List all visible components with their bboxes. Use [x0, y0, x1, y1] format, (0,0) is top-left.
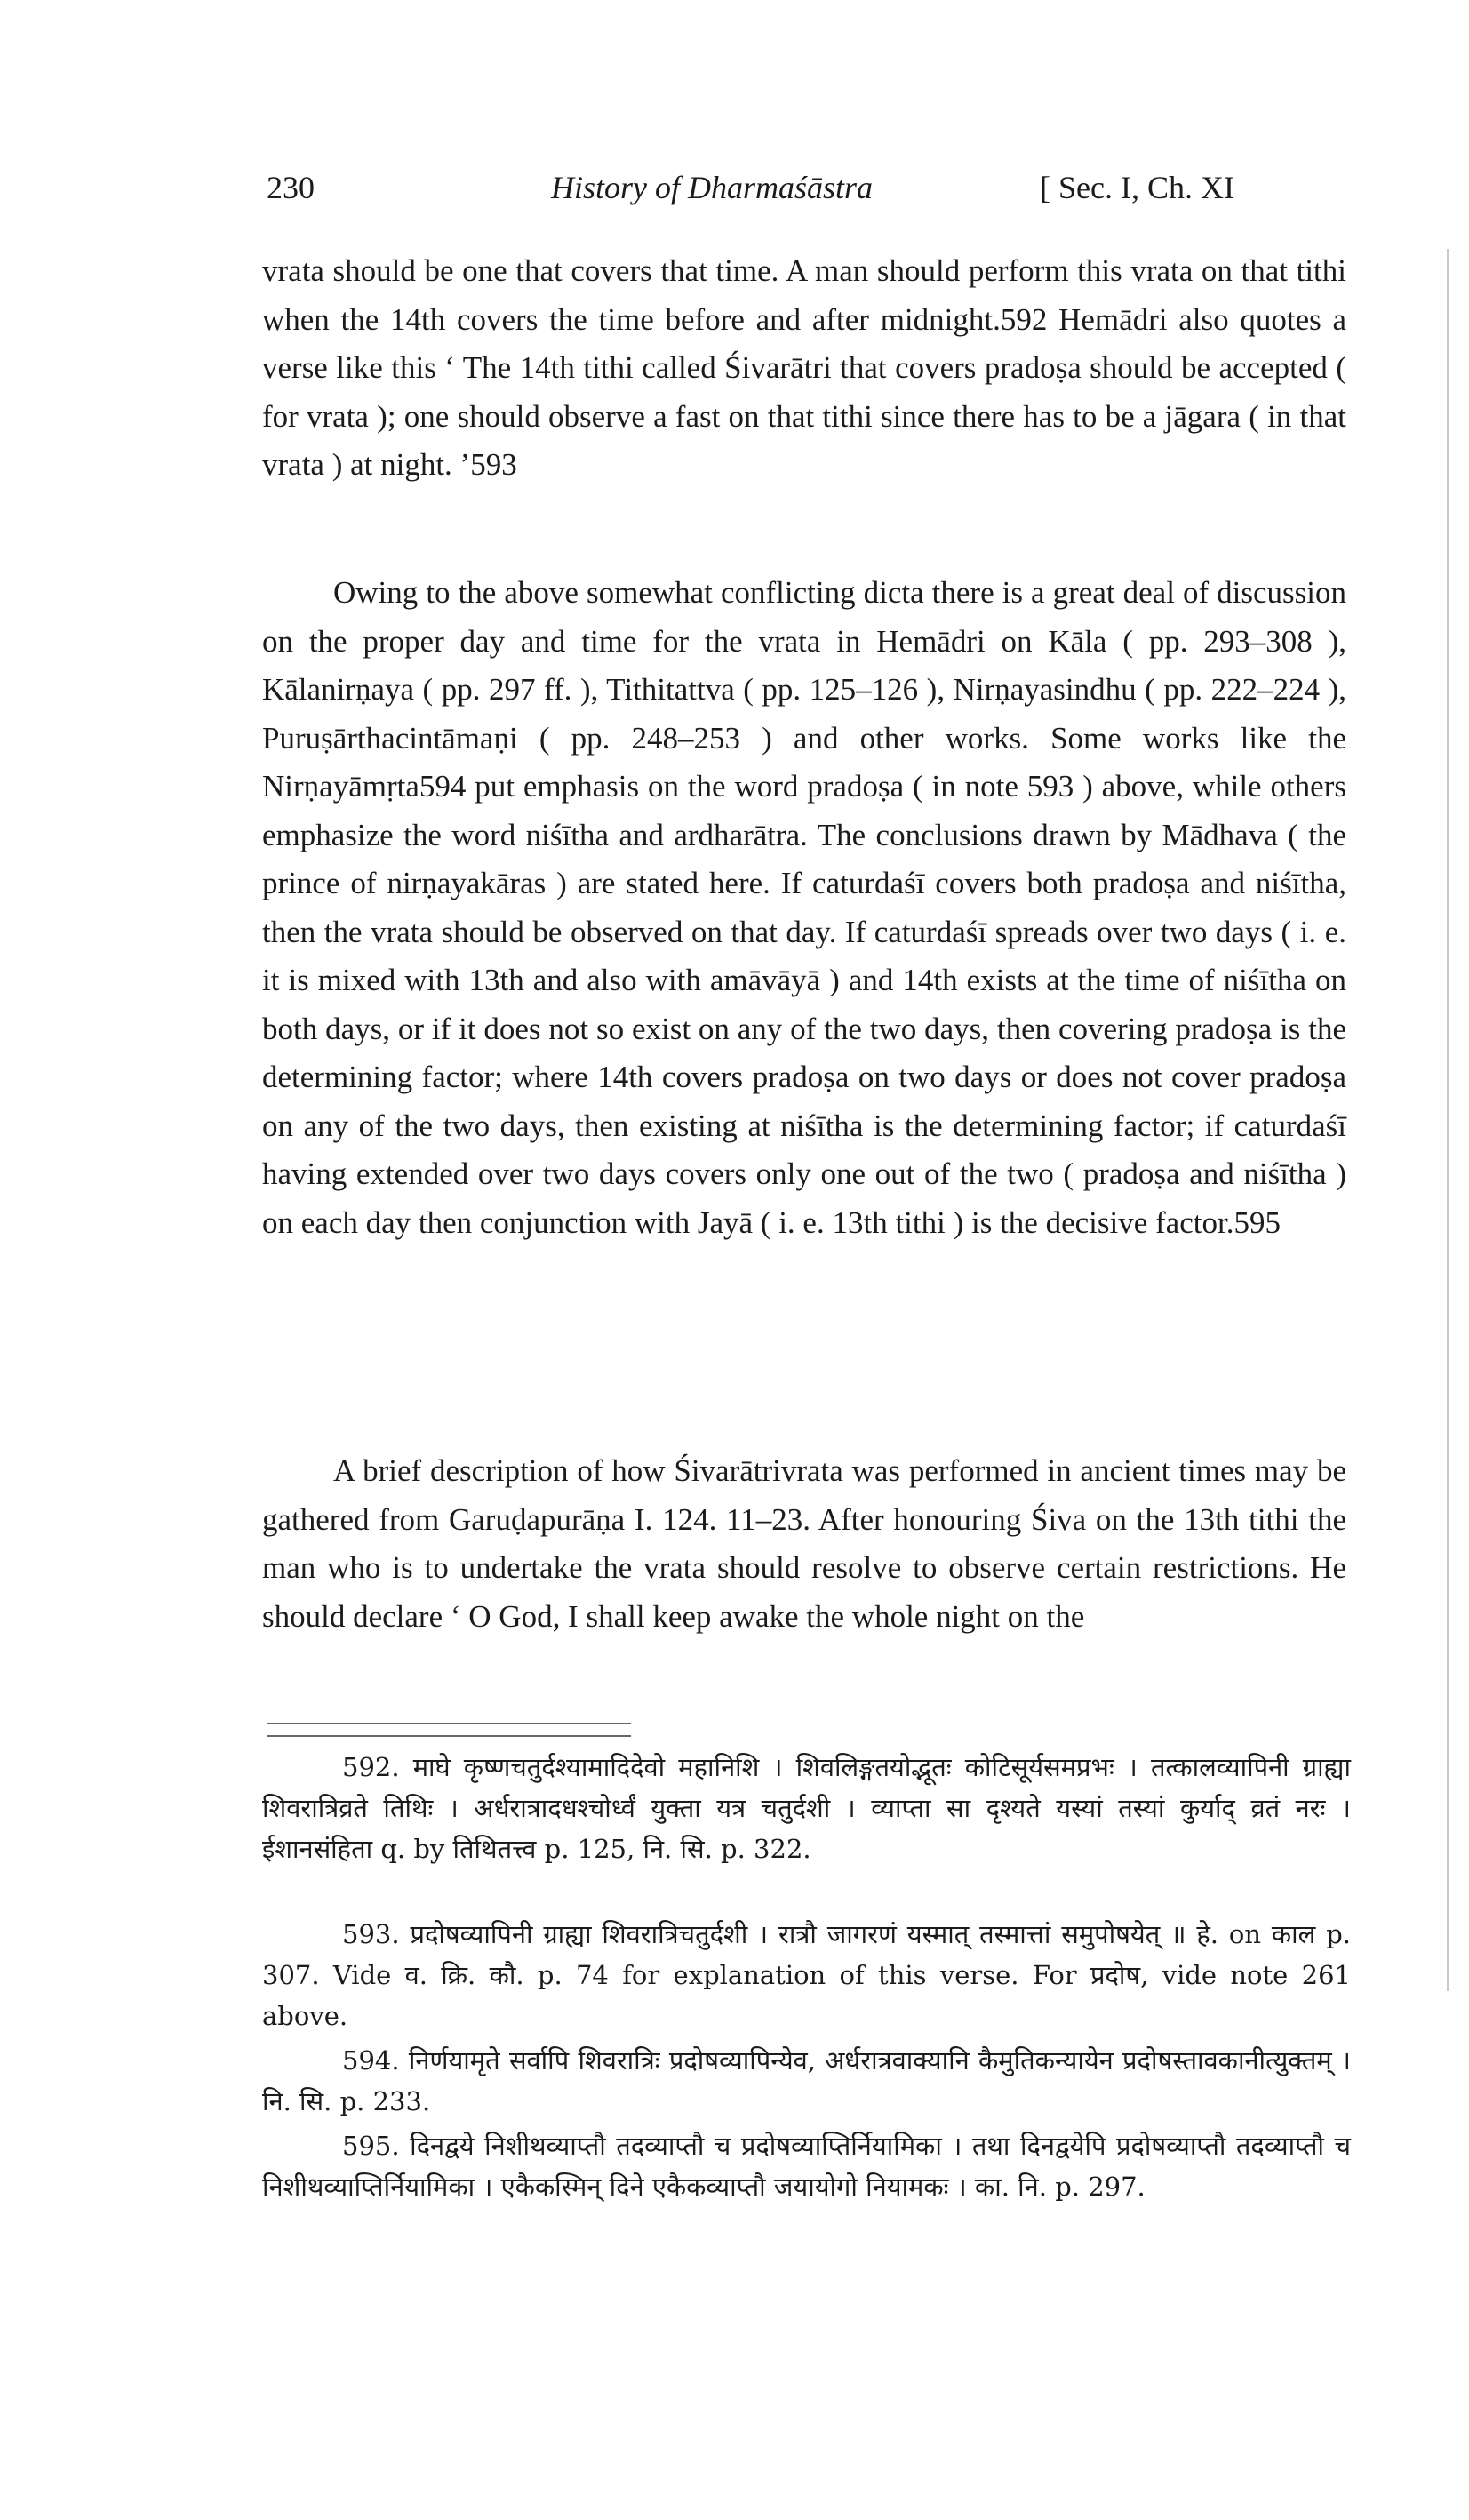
page-number: 230 — [267, 170, 315, 205]
footnote-text: 593. प्रदोषव्यापिनी ग्राह्या शिवरात्रिचतुर्दशी । रात्रौ जागरणं यस्मात् तस्मात्तां समुपोषयेत् ॥ हे. on काल p. 307. Vide व. क्रि. कौ. p. 74 for explanation of this verse. For प्रदोष, vide note 261 above. — [262, 1919, 1351, 2031]
body-paragraph-3 — [262, 1447, 1346, 1641]
paragraph-text: vrata should be one that covers that time. A man should perform this vrata on that tithi when the 14th covers the time before and after midnight.592 Hemādri also quotes a verse like this ‘ The 14th tithi called Śivarātri that covers pradoṣa should be accepted ( for vrata ); one should observe a fast on that tithi since there has to be a jāgara ( in that vrata ) at night. ’593 — [262, 253, 1346, 482]
footnote-separator — [267, 1723, 631, 1737]
footnote-593 — [262, 1914, 1351, 2036]
footnote-592 — [262, 1747, 1351, 1869]
footnote-text: 592. माघे कृष्णचतुर्दश्यामादिदेवो महानिशि । शिवलिङ्गतयोद्भूतः कोटिसूर्यसमप्रभः । तत्कालव्यापिनी ग्राह्या शिवरात्रिव्रते तिथिः । अर्धरात्रादधश्चोर्ध्वं युक्ता यत्र चतुर्दशी । व्याप्ता सा दृश्यते यस्यां तस्यां कुर्याद् व्रतं नरः । ईशानसंहिता q. by तिथितत्त्व p. 125, नि. सि. p. 322. — [262, 1752, 1351, 1864]
section-label: [ Sec. I, Ch. XI — [1040, 170, 1234, 205]
body-paragraph-2 — [262, 569, 1346, 1247]
footnote-text: 595. दिनद्वये निशीथव्याप्तौ तदव्याप्तौ च प्रदोषव्याप्तिर्नियामिका । तथा दिनद्वयेपि प्रदोषव्याप्तौ तदव्याप्तौ च निशीथव्याप्तिर्नियामिका । एकैकस्मिन् दिने एकैकव्याप्तौ जयायोगो नियामकः । का. नि. p. 297. — [262, 2131, 1351, 2202]
margin-rule — [1447, 249, 1449, 1991]
paragraph-text: Owing to the above somewhat conflicting dicta there is a great deal of discussion on the proper day and time for the vrata in Hemādri on Kāla ( pp. 293–308 ), Kālanirṇaya ( pp. 297 ff. ), Tithitattva ( pp. 125–126 ), Nirṇayasindhu ( pp. 222–224 ), Puruṣārthacintāmaṇi ( pp. 248–253 ) and other works. Some works like the Nirṇayāmṛta594 put emphasis on the word pradoṣa ( in note 593 ) above, while others emphasize the word niśītha and ardharātra. The conclusions drawn by Mādhava ( the prince of nirṇayakāras ) are stated here. If caturdaśī covers both pradoṣa and niśītha, then the vrata should be observed on that day. If caturdaśī spreads over two days ( i. e. it is mixed with 13th and also with amāvāyā ) and 14th exists at the time of niśītha on both days, or if it does not so exist on any of the two days, then covering pradoṣa is the determining factor; where 14th covers pradoṣa on two days or does not cover pradoṣa on any of the two days, then existing at niśītha is the determining factor; if caturdaśī having extended over two days covers only one out of the two ( pradoṣa and niśītha ) on each day then conjunction with Jayā ( i. e. 13th tithi ) is the decisive factor.595 — [262, 575, 1346, 1240]
footnote-text: 594. निर्णयामृते सर्वापि शिवरात्रिः प्रदोषव्यापिन्येव, अर्धरात्रवाक्यानि कैमुतिकन्यायेन प्रदोषस्तावकानीत्युक्तम् । नि. सि. p. 233. — [262, 2045, 1351, 2116]
footnote-594 — [262, 2040, 1351, 2122]
body-paragraph-1 — [262, 247, 1346, 490]
footnote-595 — [262, 2125, 1351, 2207]
paragraph-text: A brief description of how Śivarātrivrata was performed in ancient times may be gathered from Garuḍapurāṇa I. 124. 11–23. After honouring Śiva on the 13th tithi the man who is to undertake the vrata should resolve to observe certain restrictions. He should declare ‘ O God, I shall keep awake the whole night on the — [262, 1453, 1346, 1634]
running-title: History of Dharmaśāstra — [551, 170, 874, 205]
